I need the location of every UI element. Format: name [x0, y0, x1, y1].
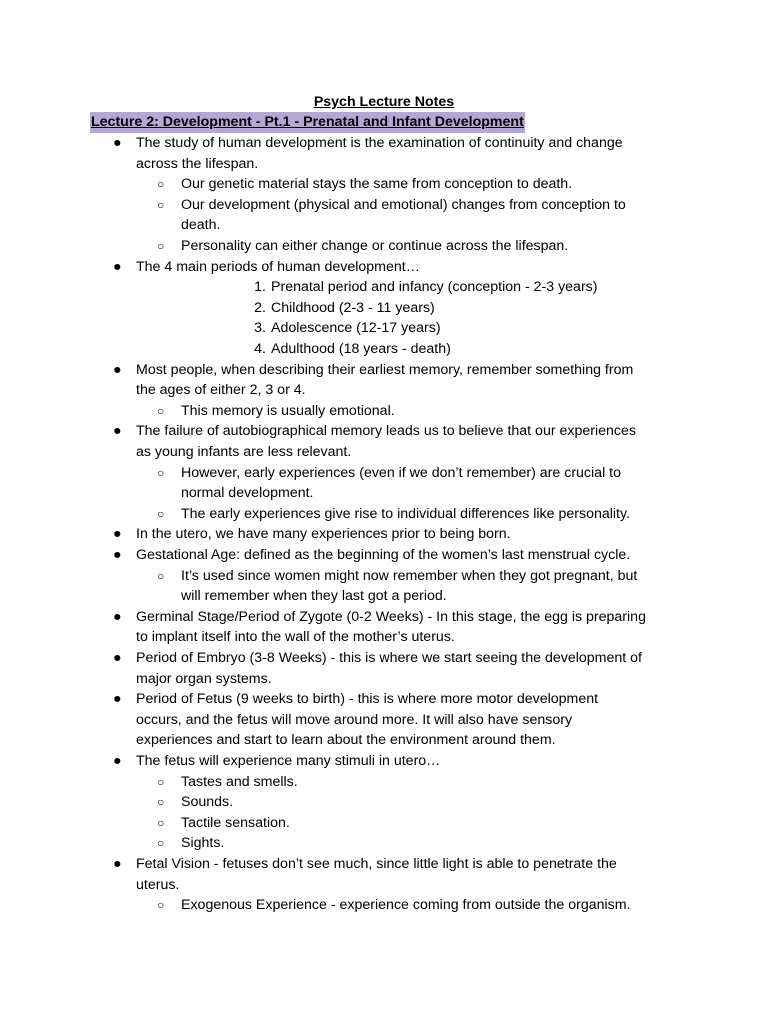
bullet-marker: ● — [113, 608, 122, 625]
note-text: as young infants are less relevant. — [136, 444, 352, 460]
note-text: Adulthood (18 years - death) — [271, 341, 451, 357]
note-text: will remember when they last got a period. — [181, 588, 447, 605]
note-text: across the lifespan. — [136, 155, 259, 172]
note-text: Fetal Vision - fetuses don’t see much, since little light is able to penetrate the — [136, 856, 617, 872]
note-text: It’s used since women might now remember when they got pregnant, but — [181, 567, 638, 584]
note-text: major organ systems. — [136, 670, 272, 687]
note-text: the ages of either 2, 3 or 4. — [136, 382, 306, 399]
note-text: Exogenous Experience - experience coming from outside the organism. — [181, 897, 631, 914]
note-text: The early experiences give rise to individual differences like personality. — [181, 505, 630, 522]
sub-bullet-marker: ○ — [157, 506, 165, 521]
note-text: Sights. — [181, 835, 225, 852]
bullet-marker: ● — [113, 361, 122, 378]
sub-bullet-marker: ○ — [157, 836, 165, 851]
sub-bullet-marker: ○ — [157, 403, 165, 418]
bullet-marker: ● — [113, 526, 122, 543]
note-text: This memory is usually emotional. — [181, 402, 395, 419]
note-text: Our development (physical and emotional) changes from conception to — [181, 196, 626, 213]
note-text: Period of Embryo (3-8 Weeks) - this is where we start seeing the development of — [136, 650, 642, 666]
note-text: Our genetic material stays the same from conception to death. — [181, 176, 573, 193]
bullet-marker: ● — [113, 135, 122, 151]
note-text: to implant itself into the wall of the mother’s uterus. — [136, 629, 455, 646]
note-text: Childhood (2-3 - 11 years) — [271, 299, 435, 316]
lecture-heading: Lecture 2: Development - Pt.1 - Prenatal and Infant Development — [90, 112, 525, 133]
sub-bullet-marker: ○ — [157, 795, 165, 810]
note-text: Tactile sensation. — [181, 814, 290, 831]
note-text: death. — [181, 217, 221, 234]
note-text: In the utero, we have many experiences prior to being born. — [136, 526, 511, 543]
sub-bullet-marker: ○ — [157, 898, 165, 913]
sub-bullet-marker: ○ — [157, 197, 165, 212]
note-text: The fetus will experience many stimuli in utero… — [136, 753, 441, 769]
note-text: Gestational Age: defined as the beginning of the women’s last menstrual cycle. — [136, 547, 631, 563]
bullet-marker: ● — [113, 547, 122, 563]
sub-bullet-marker: ○ — [157, 568, 165, 583]
bullet-marker: ● — [113, 423, 122, 440]
note-text: Tastes and smells. — [181, 773, 298, 790]
note-text: The 4 main periods of human development… — [136, 258, 420, 275]
note-text: Prenatal period and infancy (conception - 2-3 years) — [271, 279, 598, 296]
page-title: Psych Lecture Notes — [313, 94, 455, 110]
note-text: normal development. — [181, 485, 314, 502]
bullet-marker: ● — [113, 753, 122, 769]
sub-bullet-marker: ○ — [157, 815, 165, 830]
note-text: Most people, when describing their earliest memory, remember something from — [136, 361, 634, 378]
note-text: occurs, and the fetus will move around more. It will also have sensory — [136, 711, 573, 728]
note-text: Adolescence (12-17 years) — [271, 320, 441, 337]
list-number: 4. — [254, 341, 266, 357]
list-number: 2. — [254, 299, 266, 316]
note-text: The failure of autobiographical memory leads us to believe that our experiences — [136, 423, 636, 440]
bullet-marker: ● — [113, 856, 122, 872]
bullet-marker: ● — [113, 258, 122, 275]
sub-bullet-marker: ○ — [157, 239, 165, 253]
note-text: However, early experiences (even if we don’t remember) are crucial to — [181, 464, 621, 481]
bullet-marker: ● — [113, 691, 122, 708]
list-number: 3. — [254, 320, 266, 337]
note-text: uterus. — [136, 876, 180, 893]
note-text: experiences and start to learn about the environment around them. — [136, 732, 556, 749]
note-text: Germinal Stage/Period of Zygote (0-2 Weeks) - In this stage, the egg is preparing — [136, 608, 646, 625]
sub-bullet-marker: ○ — [157, 465, 165, 480]
note-text: The study of human development is the examination of continuity and change — [136, 135, 623, 151]
note-text: Period of Fetus (9 weeks to birth) - this is where more motor development — [136, 691, 599, 708]
bullet-marker: ● — [113, 650, 122, 666]
sub-bullet-marker: ○ — [157, 774, 165, 789]
note-text: Personality can either change or continue across the lifespan. — [181, 238, 569, 254]
sub-bullet-marker: ○ — [157, 177, 165, 192]
note-text: Sounds. — [181, 794, 234, 811]
list-number: 1. — [254, 279, 266, 296]
